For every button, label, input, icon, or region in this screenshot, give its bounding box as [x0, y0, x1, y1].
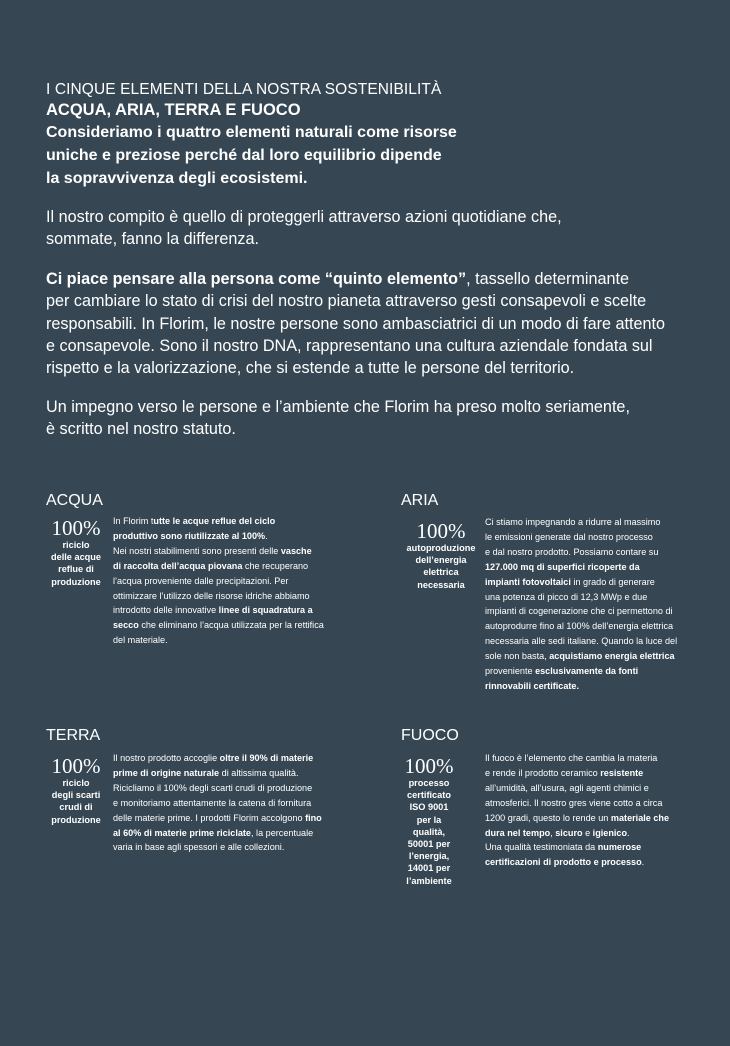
caption-line: riciclo [62, 540, 90, 550]
text-fragment: in grado di generare [570, 576, 655, 587]
text-line [485, 840, 669, 855]
text-fragment: e rende il prodotto ceramico [485, 767, 601, 778]
text-line [485, 826, 669, 841]
text-line: e dal nostro prodotto. Possiamo contare su [485, 546, 659, 557]
text-fragment: vasche [280, 545, 312, 556]
stat-value: 100% [51, 516, 101, 540]
text-fragment: . [627, 827, 630, 838]
text-fragment: acquistiamo energia elettrica [549, 651, 675, 662]
text-line [113, 529, 324, 544]
text-line [485, 664, 677, 679]
text-fragment: delle materie prime. I prodotti Florim accolgono [113, 812, 306, 823]
text-fragment: . [641, 857, 645, 868]
text-fragment: proveniente [485, 666, 536, 677]
text-line [113, 603, 324, 618]
stat-value: 100% [404, 754, 454, 778]
aria-description [485, 515, 677, 694]
stat-value: 100% [51, 754, 101, 778]
caption-line: reflue di [58, 564, 94, 575]
caption-line: produzione [51, 576, 101, 587]
text-line: varia in base agli spessori e alle collezioni. [113, 842, 285, 853]
caption-line: autoproduzione [406, 543, 476, 553]
text-line [113, 544, 324, 559]
text-fragment: 1200 gradi, questo lo rende un [485, 812, 611, 823]
text-line: sommate, fanno la differenza. [46, 230, 259, 249]
text-fragment: e [582, 827, 593, 838]
stat-caption [44, 777, 108, 826]
text-fragment: al 60% di materie prime riciclate [113, 827, 251, 838]
text-line: ottimizzare l’utilizzo delle risorse idriche abbiamo [113, 590, 310, 601]
text-line [485, 649, 677, 664]
caption-line: riciclo [62, 778, 90, 788]
stat-fuoco [396, 755, 462, 887]
caption-line: elettrica [423, 567, 459, 578]
text-fragment: impianti fotovoltaici [485, 576, 571, 587]
stat-acqua [44, 517, 108, 588]
caption-line: dell’energia [415, 555, 467, 566]
text-fragment: di altissima qualità. [219, 767, 299, 778]
text-line [485, 855, 669, 870]
text-fragment: . [265, 530, 268, 541]
text-line: le emissioni generate dal nostro processo [485, 531, 653, 542]
text-line [113, 514, 324, 529]
caption-line: l’ambiente [406, 875, 452, 886]
caption-line: delle acque [50, 552, 102, 563]
text-line: Un impegno verso le persone e l’ambiente che Florim ha preso molto seriamente, [46, 398, 630, 416]
text-line [485, 811, 669, 826]
text-fragment: certificazioni di prodotto e processo [485, 857, 642, 868]
text-line: e monitoriamo attentamente la catena di fornitura [113, 797, 312, 808]
text-fragment: , [550, 827, 556, 838]
text-line [113, 826, 322, 841]
acqua-description [113, 514, 324, 648]
section-title-aria: ARIA [401, 492, 439, 509]
text-fragment: fino [305, 812, 322, 823]
text-fragment: sole non basta, [485, 651, 550, 662]
intro-paragraph-2 [46, 268, 706, 379]
caption-line: processo [408, 778, 450, 788]
text-fragment: introdotto delle innovative [113, 605, 219, 616]
text-line: responsabili. In Florim, le nostre persone sono ambasciatrici di un modo di fare attento [46, 314, 666, 333]
section-title-fuoco: FUOCO [401, 727, 459, 744]
caption-line: per la [416, 814, 442, 825]
text-line [113, 559, 324, 574]
text-line: è scritto nel nostro statuto. [46, 420, 236, 439]
caption-line: qualità, [412, 826, 446, 837]
text-fragment: Una qualità testimoniata da [485, 842, 598, 853]
text-line [485, 560, 677, 575]
text-line: autoprodurre fino al 100% dell’energia elettrica [485, 621, 674, 632]
stat-aria [396, 520, 486, 591]
terra-description [113, 751, 322, 855]
text-fragment: materiale che [610, 812, 670, 823]
text-line [485, 766, 669, 781]
text-line: Il nostro compito è quello di proteggerli attraverso azioni quotidiane che, [46, 208, 562, 226]
fuoco-description [485, 751, 669, 870]
text-fragment: che eliminano l’acqua utilizzata per la rettifica [138, 620, 324, 631]
page-title: ACQUA, ARIA, TERRA E FUOCO [46, 101, 301, 119]
text-fragment: 127.000 mq di superfici ricoperte da [485, 561, 640, 572]
intro-paragraph-1 [46, 206, 706, 251]
kicker: I CINQUE ELEMENTI DELLA NOSTRA SOSTENIBILITÀ [46, 81, 442, 98]
text-fragment: sicuro [555, 827, 583, 838]
caption-line: necessaria [417, 579, 465, 590]
stat-terra [44, 755, 108, 826]
text-line: Ci stiamo impegnando a ridurre al massimo [485, 517, 661, 527]
text-line: all’umidità, all’usura, agli agenti chimici e [485, 782, 649, 793]
text-line: l’acqua proveniente dalle precipitazioni. Per [113, 575, 289, 586]
text-line [113, 811, 322, 826]
stat-caption [396, 777, 462, 887]
text-fragment: resistente [600, 767, 644, 778]
text-line [46, 268, 706, 290]
caption-line: produzione [51, 814, 101, 825]
text-fragment: Il nostro prodotto accoglie [113, 753, 220, 763]
caption-line: certificato [407, 790, 451, 801]
text-fragment: , la percentuale [251, 827, 314, 838]
section-title-acqua: ACQUA [46, 492, 103, 509]
stat-caption [44, 539, 108, 588]
intro-paragraph-3 [46, 396, 706, 441]
text-line: e consapevole. Sono il nostro DNA, rappresentano una cultura aziendale fondata sul [46, 336, 653, 355]
text-line [485, 679, 677, 694]
caption-line: l’energia, [408, 851, 450, 862]
lead-line: Consideriamo i quattro elementi naturali come risorse [46, 124, 457, 141]
text-fragment: rinnovabili certificate. [485, 680, 579, 691]
section-title-terra: TERRA [46, 727, 101, 744]
text-fragment: utte le acque reflue del ciclo [153, 516, 276, 526]
lead-line: la sopravvivenza degli ecosistemi. [46, 170, 308, 187]
text-line [113, 618, 324, 633]
stat-caption [396, 542, 486, 591]
text-line: una potenza di picco di 12,3 MWp e due [485, 591, 648, 602]
text-fragment: di raccolta dell’acqua piovana [113, 560, 243, 571]
text-fragment: oltre il 90% di materie [219, 753, 314, 763]
quinto-elemento-highlight: Ci piace pensare alla persona come “quinto elemento” [46, 270, 467, 288]
text-fragment: igienico [592, 827, 628, 838]
text-fragment: , tassello determinante [466, 270, 629, 288]
caption-line: degli scarti [51, 790, 101, 801]
lead-statement [46, 121, 566, 190]
text-line [113, 751, 322, 766]
text-line [485, 575, 677, 590]
text-fragment: prime di origine naturale [113, 767, 220, 778]
text-fragment: numerose [597, 842, 642, 853]
text-fragment: linee di squadratura a [218, 605, 313, 616]
text-fragment: che recuperano [242, 560, 309, 571]
text-line: Il fuoco è l’elemento che cambia la materia [485, 753, 658, 763]
text-fragment: In Florim t [113, 516, 154, 526]
text-line: impianti di cogenerazione che ci permettono di [485, 606, 673, 617]
text-fragment: secco [113, 620, 139, 631]
text-line [113, 766, 322, 781]
caption-line: ISO 9001 [409, 802, 449, 813]
text-fragment: dura nel tempo [485, 827, 551, 838]
text-fragment: esclusivamente da fonti [535, 666, 639, 677]
text-line: necessaria alle sedi italiane. Quando la luce del [485, 636, 678, 647]
text-fragment: Nei nostri stabilimenti sono presenti delle [113, 545, 281, 556]
caption-line: 50001 per [407, 839, 451, 850]
stat-value: 100% [416, 519, 466, 543]
text-line: Ricicliamo il 100% degli scarti crudi di produzione [113, 782, 313, 793]
text-line: per cambiare lo stato di crisi del nostro pianeta attraverso gesti consapevoli e scelte [46, 292, 647, 311]
caption-line: crudi di [59, 802, 93, 813]
lead-line: uniche e preziose perché dal loro equilibrio dipende [46, 147, 442, 164]
text-fragment: produttivo sono riutilizzate al 100% [113, 530, 266, 541]
text-line: atmosferici. Il nostro gres viene cotto a circa [485, 797, 663, 808]
text-line: rispetto e la valorizzazione, che si estende a tutte le persone del territorio. [46, 359, 575, 378]
text-line: del materiale. [113, 635, 168, 646]
caption-line: 14001 per [407, 863, 451, 874]
